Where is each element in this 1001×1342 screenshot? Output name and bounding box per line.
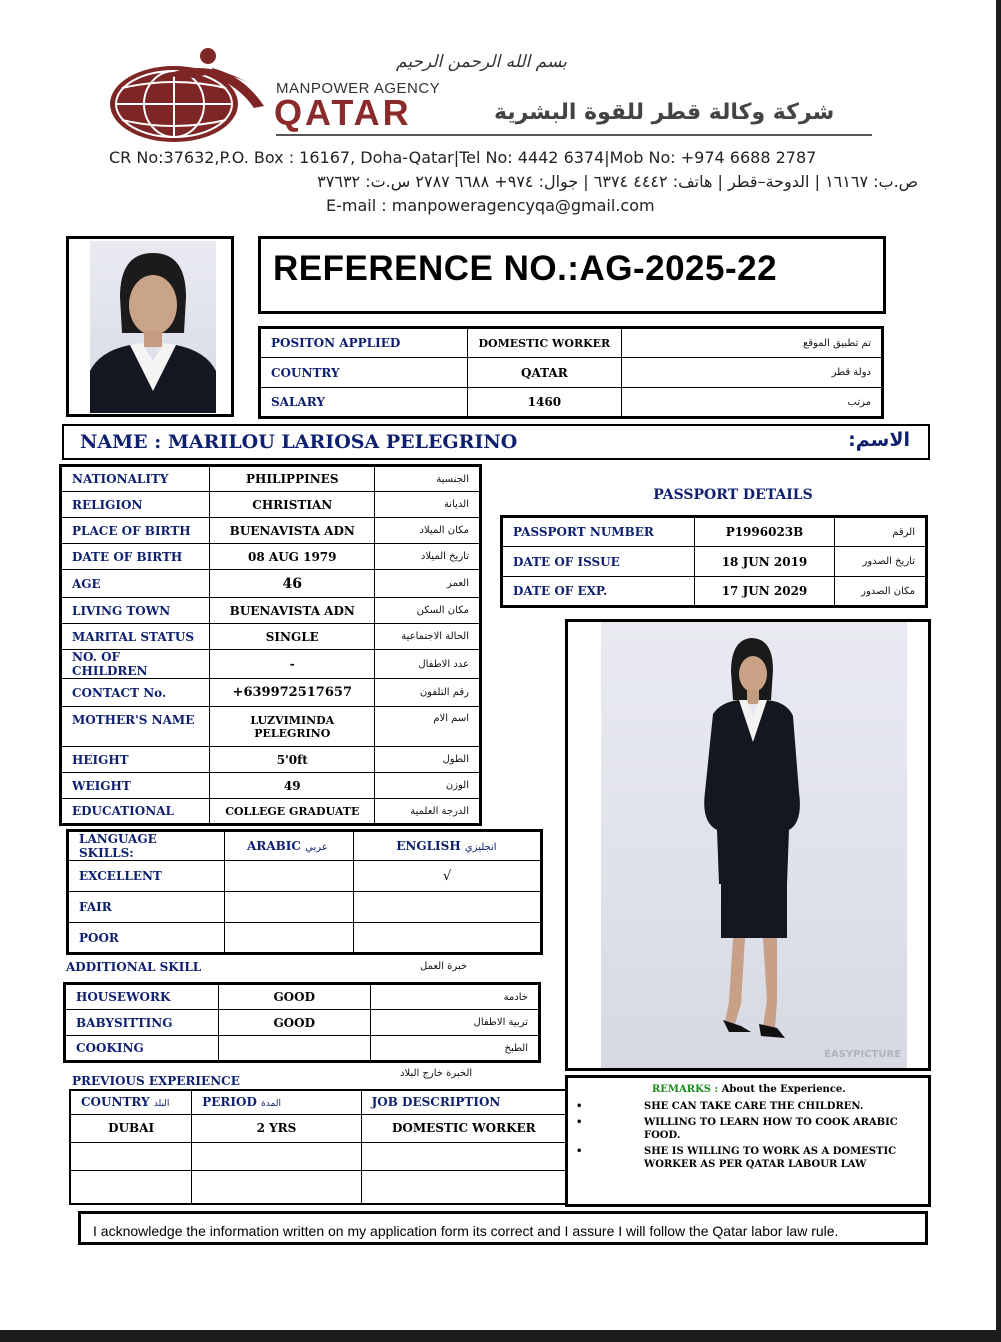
personal-label: MARITAL STATUS	[61, 624, 210, 650]
language-level: FAIR	[68, 892, 225, 923]
personal-row	[61, 679, 481, 707]
remarks-heading	[652, 1084, 846, 1095]
personal-value: 46	[210, 570, 375, 598]
experience-period: 2 YRS	[192, 1114, 361, 1142]
passport-title: PASSPORT DETAILS	[653, 487, 813, 503]
country-label: COUNTRY	[260, 358, 468, 388]
position-arabic: تم تطبيق الموقع	[621, 328, 882, 358]
language-header: LANGUAGE SKILLS:	[68, 831, 225, 861]
additional-skill-title-ar: خبرة العمل	[420, 961, 468, 972]
skill-label: BABYSITTING	[65, 1010, 219, 1036]
personal-arabic: الوزن	[375, 773, 481, 799]
position-table	[258, 326, 884, 419]
arabic-label-ar: عربي	[305, 842, 328, 853]
remarks-item-text: SHE IS WILLING TO WORK AS A DOMESTIC WORKER AS PER QATAR LABOUR LAW	[644, 1146, 897, 1170]
position-value: DOMESTIC WORKER	[468, 328, 622, 358]
skill-arabic: خادمة	[370, 984, 539, 1010]
personal-row	[61, 492, 481, 518]
country-header-text: COUNTRY	[81, 1095, 150, 1110]
position-row	[260, 328, 883, 358]
remarks-item: • SHE CAN TAKE CARE THE CHILDREN.	[576, 1100, 916, 1113]
personal-arabic: اسم الام	[375, 707, 481, 747]
personal-arabic: الجنسية	[375, 466, 481, 492]
skill-label: HOUSEWORK	[65, 984, 219, 1010]
personal-label: RELIGION	[61, 492, 210, 518]
passport-arabic: تاريخ الصدور	[834, 547, 926, 577]
reference-number: REFERENCE NO.:AG-2025-22	[273, 249, 778, 288]
personal-row	[61, 707, 481, 747]
salary-row	[260, 388, 883, 418]
skill-label: COOKING	[65, 1036, 219, 1062]
personal-label: NATIONALITY	[61, 466, 210, 492]
experience-table	[69, 1089, 567, 1205]
personal-arabic: الحالة الاجتماعية	[375, 624, 481, 650]
passport-label: DATE OF ISSUE	[502, 547, 695, 577]
header-underline	[276, 134, 872, 136]
period-header-text: PERIOD	[202, 1095, 257, 1110]
passport-label: DATE OF EXP.	[502, 577, 695, 607]
passport-table	[500, 515, 928, 608]
photo-watermark: EASYPICTURE	[824, 1049, 901, 1060]
personal-arabic: الطول	[375, 747, 481, 773]
experience-job: DOMESTIC WORKER	[361, 1114, 566, 1142]
name-arabic-label: الاسم:	[848, 429, 910, 451]
arabic-mark	[225, 923, 354, 954]
personal-row	[61, 747, 481, 773]
passport-value: 17 JUN 2029	[695, 577, 834, 607]
agency-name-large: QATAR	[274, 92, 412, 133]
personal-value: 49	[210, 773, 375, 799]
personal-label: HEIGHT	[61, 747, 210, 773]
remarks-label: REMARKS :	[652, 1084, 719, 1095]
personal-arabic: الدرجة العلمية	[375, 799, 481, 825]
skill-row	[65, 1010, 540, 1036]
english-mark	[354, 892, 542, 923]
language-row	[68, 892, 542, 923]
remarks-box	[565, 1075, 931, 1207]
country-column-header	[70, 1090, 192, 1114]
experience-header-row	[70, 1090, 567, 1114]
country-row	[260, 358, 883, 388]
skill-arabic: تربية الاطفال	[370, 1010, 539, 1036]
salary-value: 1460	[468, 388, 622, 418]
language-level: POOR	[68, 923, 225, 954]
personal-value: 5'0ft	[210, 747, 375, 773]
personal-value: BUENAVISTA ADN	[210, 598, 375, 624]
personal-value: BUENAVISTA ADN	[210, 518, 375, 544]
skill-row	[65, 1036, 540, 1062]
personal-row	[61, 773, 481, 799]
agency-logo	[104, 46, 274, 146]
remarks-item: • WILLING TO LEARN HOW TO COOK ARABIC FOOD.	[576, 1116, 916, 1142]
passport-arabic: الرقم	[834, 517, 926, 547]
skill-row	[65, 984, 540, 1010]
personal-value: PHILIPPINES	[210, 466, 375, 492]
personal-value: 08 AUG 1979	[210, 544, 375, 570]
language-row	[68, 861, 542, 892]
arabic-mark	[225, 861, 354, 892]
agency-name-arabic: شركة وكالة قطر للقوة البشرية	[494, 100, 835, 125]
skill-value: GOOD	[219, 984, 370, 1010]
language-header-row	[68, 831, 542, 861]
personal-arabic: مكان السكن	[375, 598, 481, 624]
experience-row	[70, 1114, 567, 1142]
personal-label: EDUCATIONAL	[61, 799, 210, 825]
remarks-item-text: SHE CAN TAKE CARE THE CHILDREN.	[644, 1101, 864, 1112]
period-column-header	[192, 1090, 361, 1114]
passport-label: PASSPORT NUMBER	[502, 517, 695, 547]
arabic-column-header	[225, 831, 354, 861]
country-header-ar: البلد	[153, 1099, 170, 1110]
personal-value: COLLEGE GRADUATE	[210, 799, 375, 825]
personal-arabic: رقم التلفون	[375, 679, 481, 707]
headshot-photo	[90, 241, 216, 413]
job-column-header: JOB DESCRIPTION	[361, 1090, 566, 1114]
country-arabic: دولة قطر	[621, 358, 882, 388]
english-label: ENGLISH	[396, 839, 461, 853]
personal-arabic: الديانة	[375, 492, 481, 518]
personal-label: WEIGHT	[61, 773, 210, 799]
personal-arabic: عدد الاطفال	[375, 650, 481, 679]
skill-arabic: الطبخ	[370, 1036, 539, 1062]
name-bar	[62, 424, 930, 460]
email-line: E-mail : manpoweragencyqa@gmail.com	[326, 196, 655, 215]
personal-arabic: تاريخ الميلاد	[375, 544, 481, 570]
experience-row	[70, 1170, 567, 1204]
personal-label: NO. OF CHILDREN	[61, 650, 210, 679]
personal-row	[61, 466, 481, 492]
contact-line-arabic: ص.ب: ١٦١٦٧ | الدوحة–قطر | هاتف: ٤٤٤٢ ٦٣٧٤ | جوال: ٩٧٤+ ٦٦٨٨ ٢٧٨٧ س.ت: ٣٧٦٣٢	[317, 172, 918, 191]
contact-line-english: CR No:37632,P.O. Box : 16167, Doha-Qatar|Tel No: 4442 6374|Mob No: +974 6688 2787	[109, 148, 817, 167]
skill-value	[219, 1036, 370, 1062]
skill-value: GOOD	[219, 1010, 370, 1036]
full-body-photo	[601, 622, 907, 1068]
language-skills-table	[66, 829, 543, 955]
salary-label: SALARY	[260, 388, 468, 418]
salary-arabic: مرتب	[621, 388, 882, 418]
acknowledgement-text: I acknowledge the information written on my application form its correct and I assure I will follow the Qatar labor law rule.	[93, 1223, 839, 1239]
personal-label: AGE	[61, 570, 210, 598]
bismillah-calligraphy: بسم الله الرحمن الرحيم	[396, 52, 567, 72]
country-value: QATAR	[468, 358, 622, 388]
remarks-item-text: WILLING TO LEARN HOW TO COOK ARABIC FOOD.	[644, 1117, 898, 1141]
personal-label: DATE OF BIRTH	[61, 544, 210, 570]
remarks-list	[576, 1100, 916, 1171]
personal-label: MOTHER'S NAME	[61, 707, 210, 747]
personal-label: CONTACT No.	[61, 679, 210, 707]
passport-value: P1996023B	[695, 517, 834, 547]
personal-row	[61, 544, 481, 570]
passport-value: 18 JUN 2019	[695, 547, 834, 577]
arabic-label: ARABIC	[247, 839, 301, 853]
personal-row	[61, 570, 481, 598]
passport-arabic: مكان الصدور	[834, 577, 926, 607]
additional-skill-table	[63, 982, 541, 1063]
english-mark	[354, 923, 542, 954]
remarks-subtitle: About the Experience.	[721, 1084, 846, 1095]
personal-row	[61, 799, 481, 825]
personal-value: CHRISTIAN	[210, 492, 375, 518]
additional-skill-title: ADDITIONAL SKILL	[66, 960, 202, 974]
acknowledgement-box	[78, 1211, 928, 1245]
headshot-frame	[66, 236, 234, 417]
applicant-name: NAME : MARILOU LARIOSA PELEGRINO	[80, 431, 518, 453]
agency-name-small: MANPOWER AGENCY	[276, 80, 441, 97]
period-header-ar: المدة	[261, 1099, 281, 1110]
full-body-frame	[565, 619, 931, 1071]
english-mark: √	[354, 861, 542, 892]
language-row	[68, 923, 542, 954]
personal-row	[61, 598, 481, 624]
english-column-header	[354, 831, 542, 861]
personal-label: LIVING TOWN	[61, 598, 210, 624]
personal-label: PLACE OF BIRTH	[61, 518, 210, 544]
language-level: EXCELLENT	[68, 861, 225, 892]
reference-box	[258, 236, 886, 314]
personal-value: -	[210, 650, 375, 679]
personal-value: SINGLE	[210, 624, 375, 650]
personal-value: LUZVIMINDA PELEGRINO	[210, 707, 375, 747]
experience-row	[70, 1142, 567, 1170]
personal-arabic: مكان الميلاد	[375, 518, 481, 544]
personal-row	[61, 650, 481, 679]
remarks-item: • SHE IS WILLING TO WORK AS A DOMESTIC WORKER AS PER QATAR LABOUR LAW	[576, 1145, 916, 1171]
personal-details-table	[59, 464, 482, 826]
position-label: POSITON APPLIED	[260, 328, 468, 358]
passport-row	[502, 577, 927, 607]
personal-arabic: العمر	[375, 570, 481, 598]
english-label-ar: انجليزي	[464, 842, 497, 853]
passport-row	[502, 547, 927, 577]
previous-experience-title: PREVIOUS EXPERIENCE	[72, 1074, 240, 1088]
experience-country: DUBAI	[70, 1114, 192, 1142]
passport-row	[502, 517, 927, 547]
arabic-mark	[225, 892, 354, 923]
previous-experience-title-ar: الخبرة خارج البلاد	[400, 1068, 473, 1079]
personal-value: +639972517657	[210, 679, 375, 707]
personal-row	[61, 518, 481, 544]
personal-row	[61, 624, 481, 650]
